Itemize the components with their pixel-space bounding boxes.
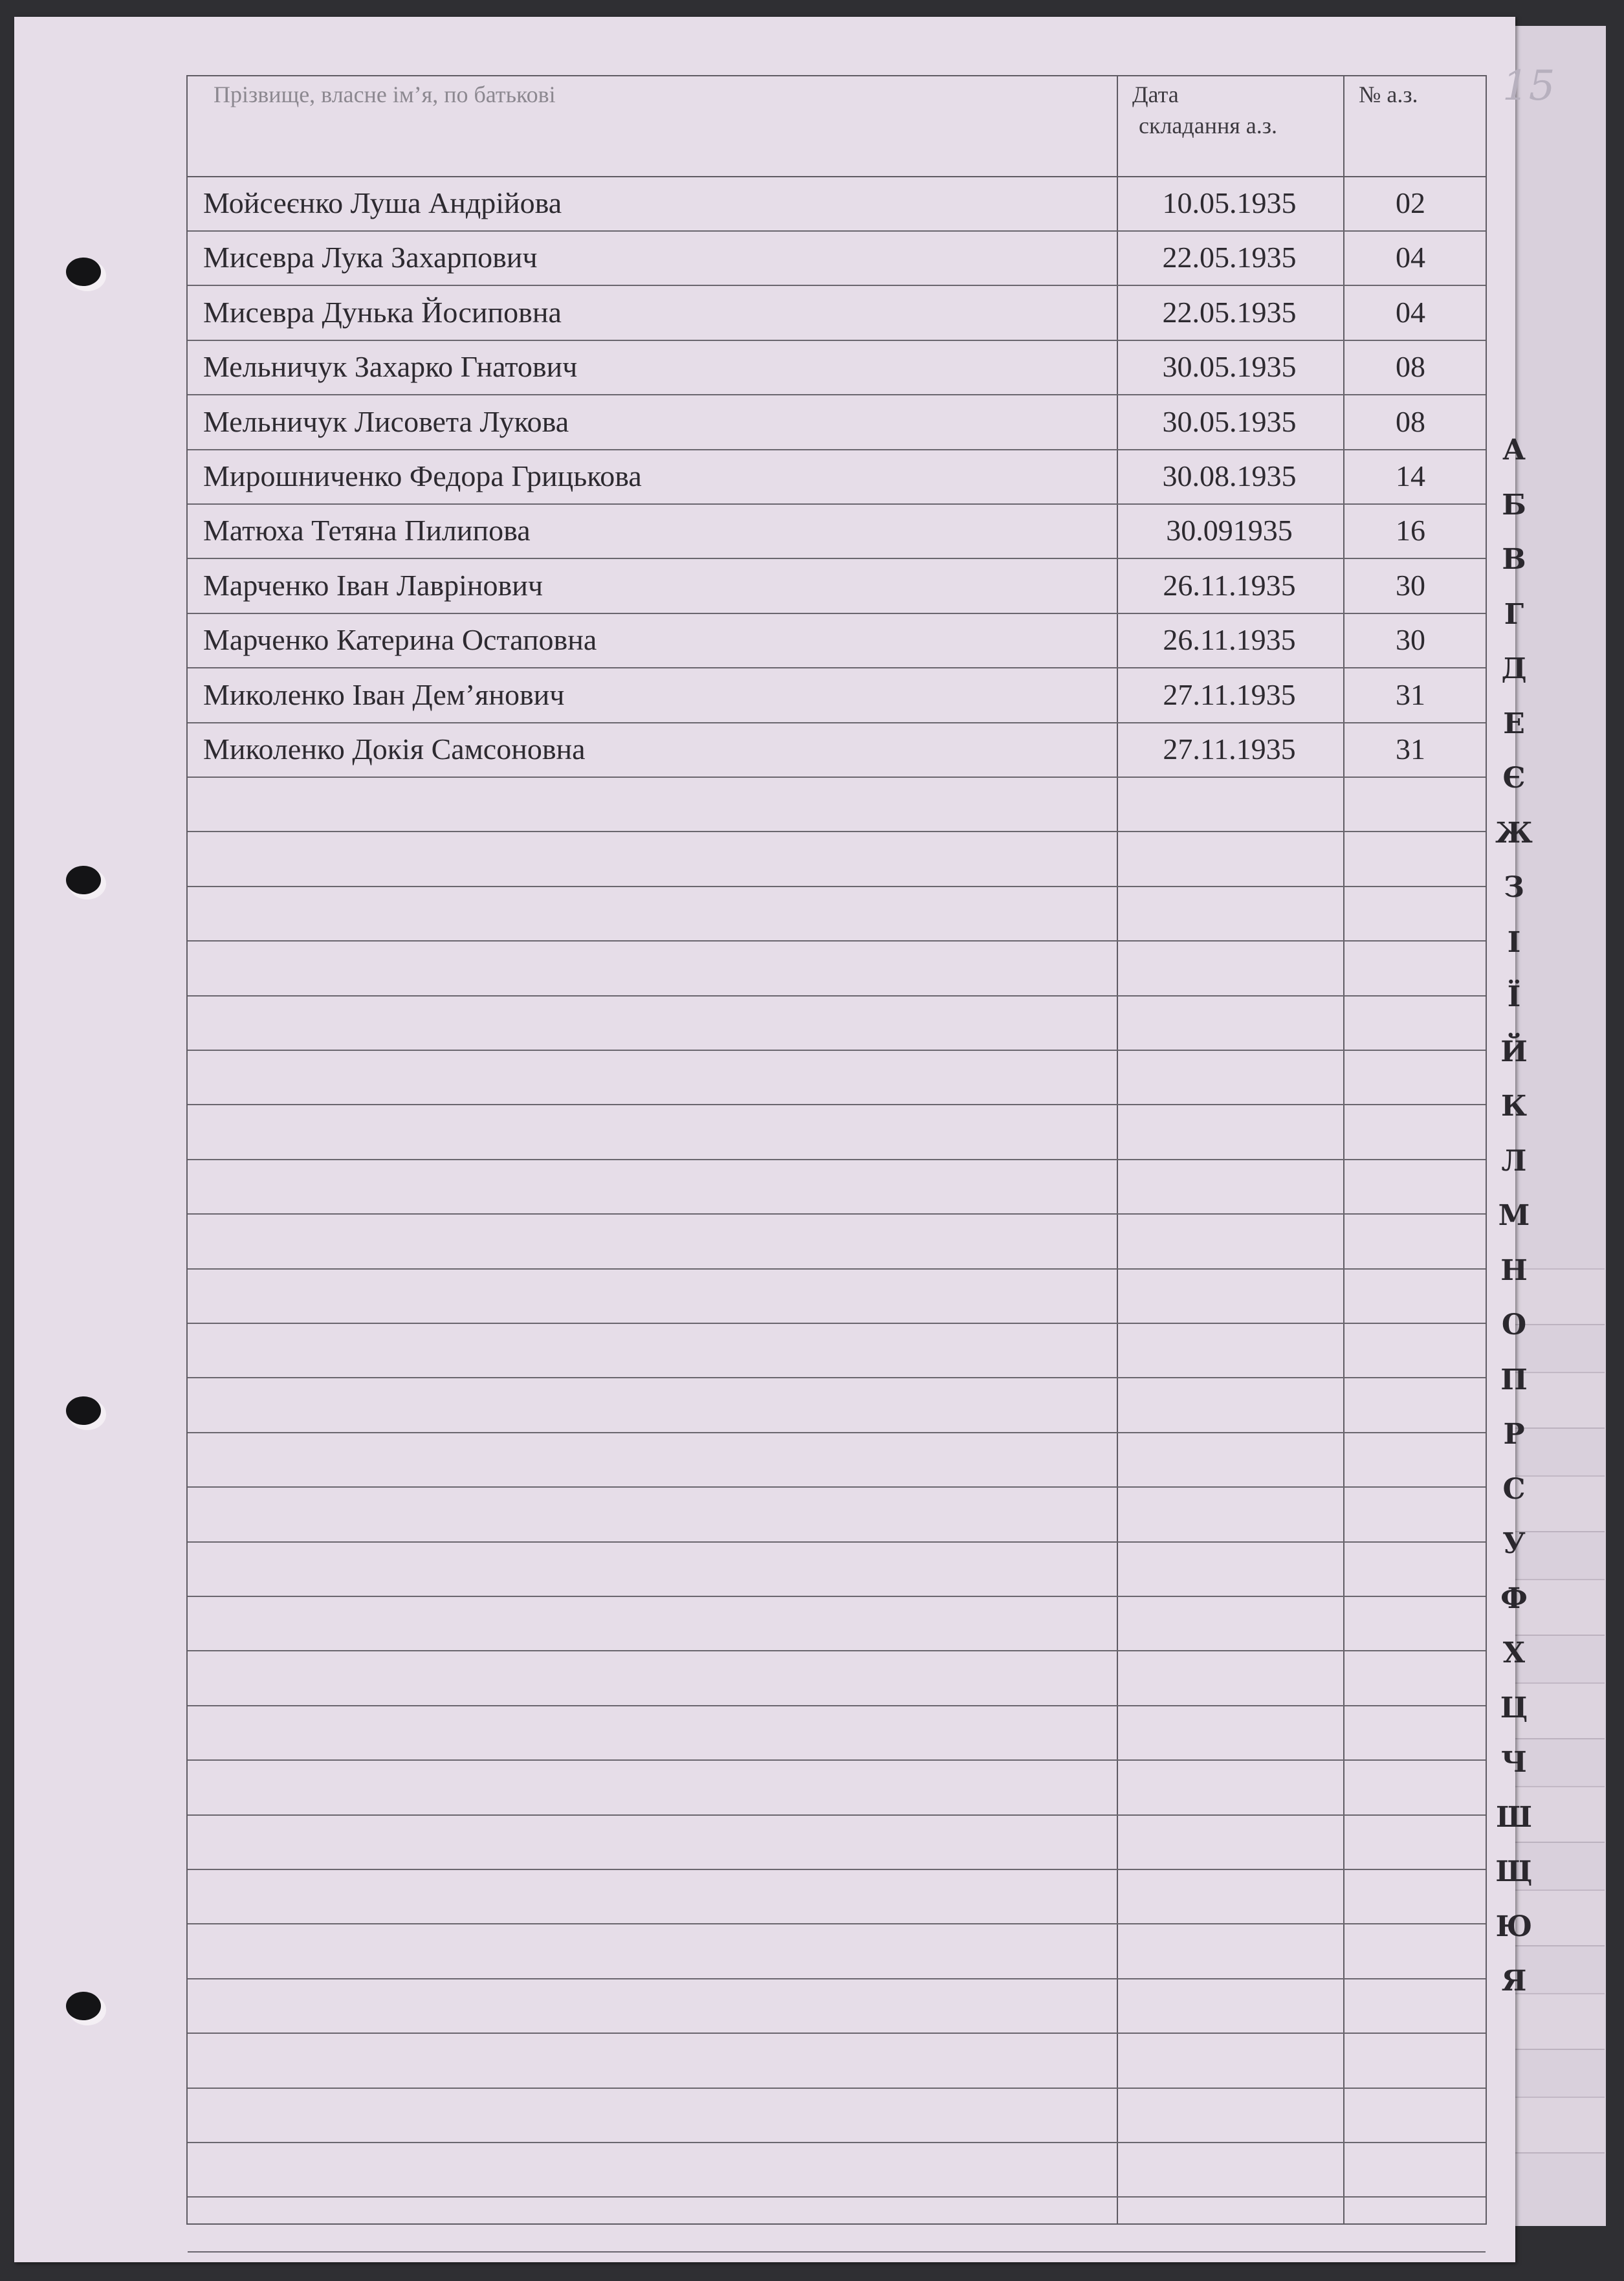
empty-table-row (188, 2088, 1486, 2143)
index-letter[interactable]: Б (1502, 488, 1526, 522)
index-letter[interactable]: Ф (1500, 1581, 1528, 1615)
index-letter[interactable]: Х (1502, 1636, 1526, 1669)
table-row (188, 230, 1486, 286)
empty-table-row (188, 1050, 1486, 1105)
record-number: 04 (1396, 241, 1425, 274)
record-number: 30 (1396, 568, 1425, 602)
record-date: 26.11.1935 (1163, 568, 1296, 602)
person-name: Миколенко Докія Самсоновна (203, 733, 586, 766)
person-name: Марченко Іван Лаврінович (203, 568, 543, 602)
table-row (188, 176, 1486, 232)
index-letter[interactable]: О (1501, 1308, 1527, 1341)
empty-table-row (188, 995, 1486, 1051)
table-row (188, 449, 1486, 505)
empty-table-row (188, 2142, 1486, 2198)
record-date: 27.11.1935 (1163, 678, 1296, 711)
record-date: 30.05.1935 (1162, 404, 1297, 438)
table-row (188, 503, 1486, 559)
index-letter[interactable]: Ї (1507, 980, 1521, 1013)
index-letter[interactable]: Я (1501, 1965, 1527, 1998)
index-letter[interactable]: Ю (1495, 1910, 1533, 1943)
index-letter[interactable]: Ж (1495, 816, 1533, 850)
punch-hole (66, 1396, 101, 1425)
index-letter[interactable]: М (1498, 1199, 1530, 1232)
person-name: Мирошниченко Федора Грицькова (203, 459, 642, 492)
person-name: Марченко Катерина Остаповна (203, 623, 597, 657)
header-record-number: № а.з. (1359, 82, 1418, 107)
index-letter[interactable]: В (1502, 543, 1526, 576)
empty-table-row (188, 1487, 1486, 1543)
record-date: 30.05.1935 (1162, 350, 1297, 384)
punch-hole (66, 258, 101, 286)
register-table (186, 75, 1487, 2225)
table-row (188, 613, 1486, 668)
header-date-line1: Дата (1132, 82, 1179, 107)
empty-table-row (188, 1760, 1486, 1816)
table-row (188, 340, 1486, 395)
table-header (188, 76, 1486, 177)
index-letter[interactable]: У (1502, 1527, 1526, 1560)
empty-table-row (188, 2197, 1486, 2253)
empty-table-row (188, 1651, 1486, 1706)
record-number: 08 (1396, 404, 1425, 438)
record-number: 31 (1396, 678, 1425, 711)
empty-table-row (188, 777, 1486, 832)
index-letter[interactable]: К (1500, 1090, 1528, 1123)
record-number: 02 (1396, 186, 1425, 219)
empty-table-row (188, 1432, 1486, 1488)
index-letter[interactable]: Ш (1496, 1800, 1532, 1834)
record-number: 16 (1396, 514, 1425, 547)
table-row (188, 722, 1486, 778)
record-number: 04 (1396, 295, 1425, 329)
index-letter[interactable]: І (1507, 925, 1521, 959)
empty-table-row (188, 1924, 1486, 1979)
empty-table-row (188, 1541, 1486, 1597)
index-letter[interactable]: Щ (1495, 1855, 1533, 1888)
index-letter[interactable]: Є (1502, 762, 1526, 795)
index-letter[interactable]: А (1502, 434, 1526, 467)
index-letter[interactable]: Е (1503, 707, 1525, 740)
header-name: Прізвище, власне ім’я, по батькові (214, 82, 556, 107)
person-name: Матюха Тетяна Пилипова (203, 514, 531, 547)
index-letter[interactable]: П (1500, 1363, 1528, 1396)
record-date: 22.05.1935 (1162, 295, 1297, 329)
table-row (188, 395, 1486, 450)
record-date: 27.11.1935 (1163, 733, 1296, 766)
empty-table-row (188, 1323, 1486, 1378)
index-letter[interactable]: Р (1503, 1418, 1525, 1451)
index-letter[interactable]: Г (1504, 597, 1524, 631)
header-date-line2: складання а.з. (1139, 113, 1277, 138)
index-letter[interactable]: Ч (1500, 1746, 1528, 1779)
person-name: Мисевра Лука Захарпович (203, 241, 538, 274)
empty-table-row (188, 941, 1486, 997)
empty-table-row (188, 1596, 1486, 1651)
empty-table-row (188, 2033, 1486, 2089)
person-name: Мельничук Лисовета Лукова (203, 404, 569, 438)
record-date: 10.05.1935 (1162, 186, 1297, 219)
index-letter[interactable]: Ц (1500, 1691, 1528, 1725)
record-number: 31 (1396, 733, 1425, 766)
table-row (188, 558, 1486, 614)
index-letter[interactable]: Й (1500, 1035, 1528, 1068)
empty-table-row (188, 832, 1486, 887)
index-letter[interactable]: Д (1501, 652, 1527, 685)
empty-table-row (188, 1869, 1486, 1924)
person-name: Миколенко Іван Дем’янович (203, 678, 565, 711)
record-date: 30.091935 (1166, 514, 1293, 547)
punch-hole (66, 1992, 101, 2020)
record-date: 30.08.1935 (1162, 459, 1297, 492)
empty-table-row (188, 1978, 1486, 2034)
empty-table-row (188, 1214, 1486, 1270)
record-number: 08 (1396, 350, 1425, 384)
index-letter[interactable]: С (1502, 1472, 1526, 1506)
index-letter[interactable]: З (1504, 871, 1524, 904)
record-number: 30 (1396, 623, 1425, 657)
record-date: 26.11.1935 (1163, 623, 1296, 657)
page-number: 15 (1502, 62, 1555, 110)
empty-table-row (188, 1378, 1486, 1433)
table-row (188, 668, 1486, 723)
index-letter[interactable]: Н (1500, 1253, 1528, 1287)
person-name: Мисевра Дунька Йосиповна (203, 295, 562, 329)
record-date: 22.05.1935 (1162, 241, 1297, 274)
person-name: Мойсеєнко Луша Андрійова (203, 186, 562, 219)
empty-table-row (188, 1159, 1486, 1215)
index-letter[interactable]: Л (1501, 1144, 1527, 1178)
record-number: 14 (1396, 459, 1425, 492)
empty-table-row (188, 1814, 1486, 1870)
empty-table-row (188, 1268, 1486, 1324)
empty-table-row (188, 1705, 1486, 1761)
empty-table-row (188, 886, 1486, 942)
punch-hole (66, 866, 101, 894)
empty-table-row (188, 1105, 1486, 1160)
table-row (188, 285, 1486, 341)
person-name: Мельничук Захарко Гнатович (203, 350, 578, 384)
